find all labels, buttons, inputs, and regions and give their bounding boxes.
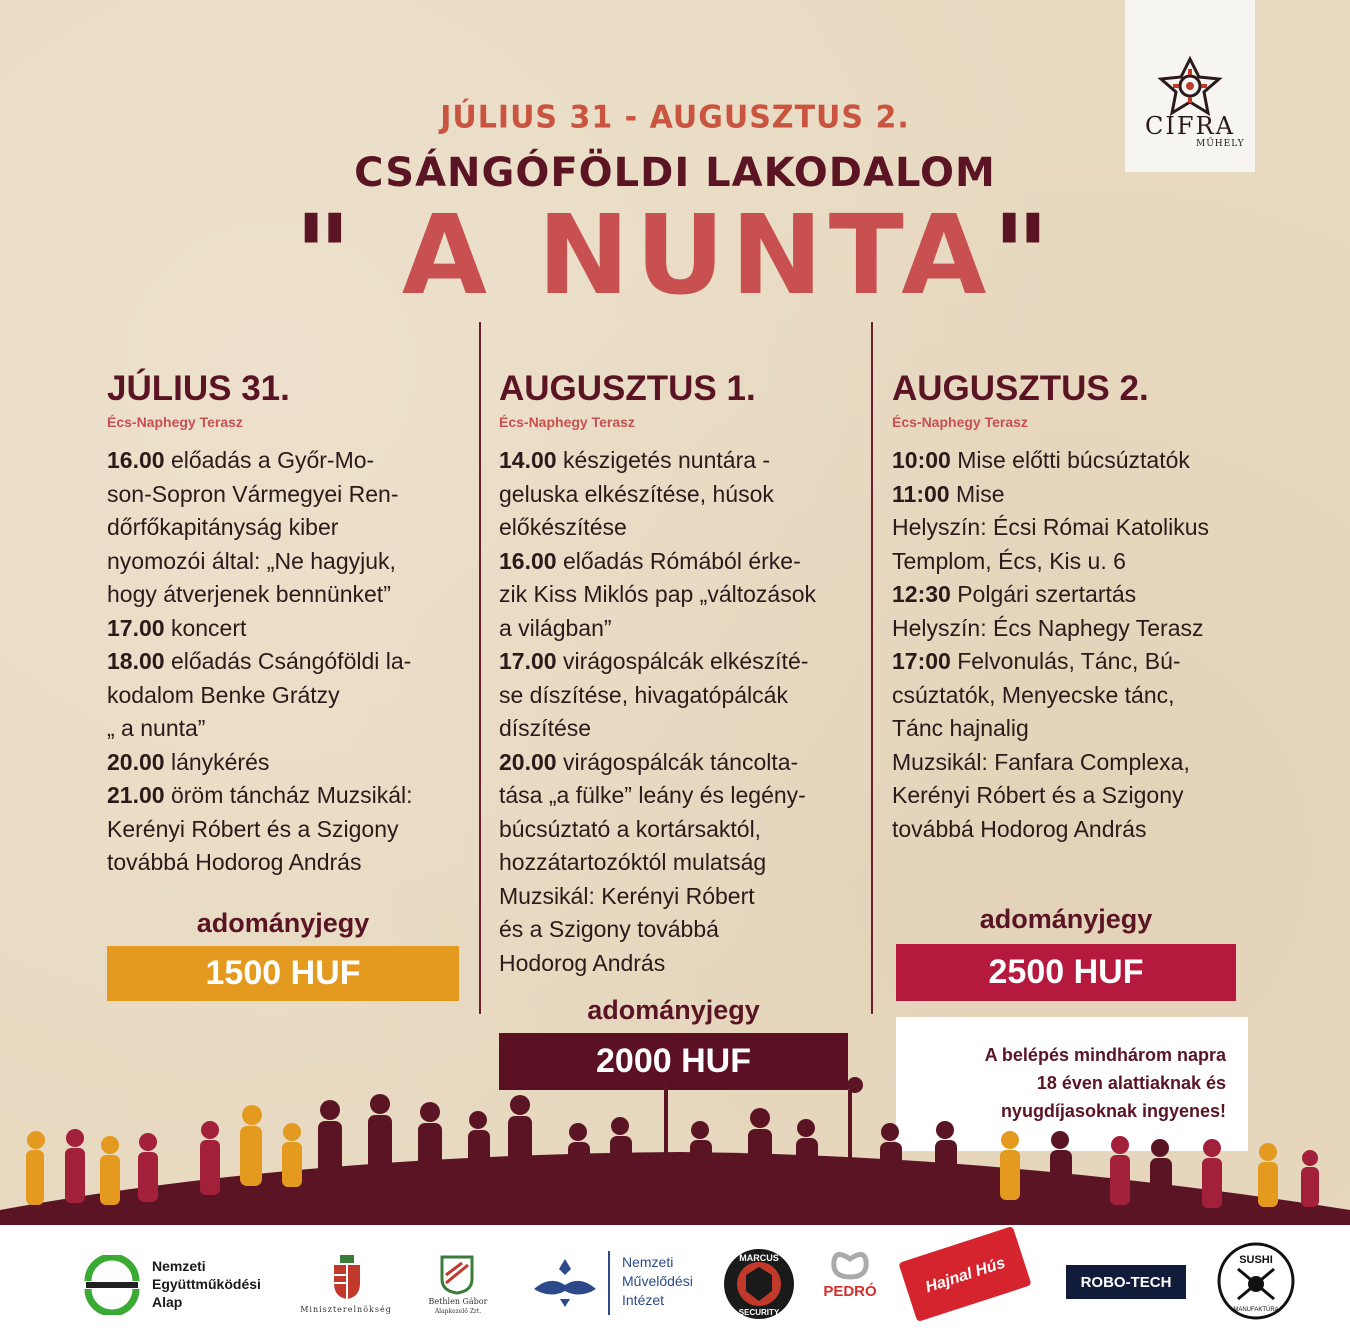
program-time: 12:30 — [892, 581, 951, 607]
program-line — [892, 511, 1209, 545]
program-time: 20.00 — [499, 748, 557, 775]
program-line — [892, 545, 1209, 579]
program-text: Tánc hajnalig — [892, 715, 1029, 741]
event-dates: JÚLIUS 31 - AUGUSZTUS 2. — [440, 99, 910, 136]
ticket-price-day2: 2000 HUF — [499, 1033, 848, 1090]
cifra-logo-sub: MŰHELY — [1196, 139, 1245, 149]
program-text: Mise előtti búcsúztatók — [950, 447, 1190, 473]
program-time: 20.00 — [107, 748, 165, 775]
program-line — [107, 444, 413, 478]
program-line — [499, 511, 816, 545]
title-quote-close: " — [992, 191, 1056, 319]
day-program — [892, 444, 1209, 846]
program-time: 17.00 — [499, 648, 557, 674]
program-text: előadás Rómából érke- — [556, 547, 801, 574]
program-line — [892, 578, 1209, 612]
ministry-logo-text: Miniszterelnökség — [300, 1305, 392, 1314]
program-text: koncert — [164, 614, 247, 641]
day-program — [107, 444, 413, 880]
day-column-2 — [499, 370, 816, 980]
program-line — [892, 779, 1209, 813]
program-line — [892, 712, 1209, 746]
program-line — [107, 679, 413, 713]
program-text: se díszítése, hivagatópálcák — [499, 681, 788, 708]
day-program — [499, 444, 816, 980]
nea-logo-text: Nemzeti Együttműködési Alap — [152, 1258, 261, 1310]
program-time: 10:00 — [892, 447, 951, 473]
program-text: son-Sopron Vármegyei Ren- — [107, 480, 399, 507]
program-text: Muzsikál: Kerényi Róbert — [499, 882, 755, 909]
program-text: Kerényi Róbert és a Szigony — [892, 782, 1184, 808]
marcus-bottom-text: SECURITY — [738, 1308, 780, 1317]
program-line — [892, 746, 1209, 780]
title-quote-open: " — [294, 191, 358, 319]
program-text: virágospálcák elkészíté- — [556, 648, 809, 674]
day-venue: Écs-Naphegy Terasz — [499, 414, 635, 430]
program-line — [499, 545, 816, 579]
program-text: díszítése — [499, 715, 592, 741]
robotech-logo: ROBO-TECH — [1066, 1265, 1186, 1299]
program-text: Helyszín: Écs Naphegy Terasz — [892, 614, 1204, 641]
program-line — [107, 478, 413, 512]
program-line — [499, 846, 816, 880]
nmi-ornament-icon — [530, 1255, 600, 1311]
program-text: lánykérés — [164, 748, 270, 775]
program-line — [107, 578, 413, 612]
program-line — [107, 779, 413, 813]
program-line — [499, 813, 816, 847]
program-line — [892, 679, 1209, 713]
program-line — [107, 813, 413, 847]
program-line — [499, 612, 816, 646]
program-text: Templom, Écs, Kis u. 6 — [892, 547, 1126, 574]
ticket-label-day2: adományjegy — [587, 995, 760, 1025]
program-line — [107, 712, 413, 746]
program-text: dőrfőkapitányság kiber — [107, 514, 339, 540]
hajnal-hus-text: Hajnal Hús — [923, 1254, 1008, 1297]
program-line — [499, 478, 816, 512]
program-line — [107, 545, 413, 579]
program-line — [499, 712, 816, 746]
program-text: a világban” — [499, 614, 612, 641]
marcus-security-logo — [722, 1247, 796, 1321]
program-text: hogy átverjenek bennünket” — [107, 581, 391, 607]
title-text: A NUNTA — [357, 191, 993, 319]
program-line — [499, 578, 816, 612]
bethlen-logo-text: Bethlen Gábor Alapkezelő Zrt. — [428, 1297, 488, 1315]
program-text: búcsúztató a kortársaktól, — [499, 815, 762, 842]
program-line — [499, 880, 816, 914]
program-text: kodalom Benke Grátzy — [107, 681, 340, 708]
day-title: JÚLIUS 31. — [107, 369, 290, 408]
program-text: Helyszín: Écsi Római Katolikus — [892, 514, 1209, 540]
program-time: 18.00 — [107, 648, 165, 674]
nmi-divider — [608, 1251, 610, 1315]
day-title: AUGUSZTUS 1. — [499, 369, 756, 408]
program-text: virágospálcák táncolta- — [556, 748, 799, 775]
program-line — [892, 645, 1209, 679]
program-text: Mise — [949, 480, 1005, 507]
program-time: 17.00 — [107, 614, 165, 641]
nea-logo-icon — [82, 1255, 142, 1315]
program-text: és a Szigony továbbá — [499, 916, 719, 942]
program-text: előkészítése — [499, 514, 627, 540]
column-divider-2 — [871, 322, 873, 1014]
program-line — [107, 511, 413, 545]
ticket-label-day3: adományjegy — [979, 904, 1153, 934]
bethlen-logo-icon — [440, 1255, 474, 1295]
program-line — [892, 612, 1209, 646]
program-text: Muzsikál: Fanfara Complexa, — [892, 748, 1190, 775]
program-text: készigetés nuntára - — [556, 447, 771, 473]
program-time: 17:00 — [892, 648, 951, 674]
program-text: öröm táncház Muzsikál: — [164, 782, 413, 808]
program-line — [892, 444, 1209, 478]
pretzel-icon — [828, 1247, 872, 1281]
ticket-price-day1: 1500 HUF — [107, 946, 459, 1001]
program-time: 16.00 — [107, 447, 165, 473]
program-line — [892, 813, 1209, 847]
program-text: geluska elkészítése, húsok — [499, 480, 774, 507]
program-time: 16.00 — [499, 547, 557, 574]
program-text: Kerényi Róbert és a Szigony — [107, 815, 399, 842]
day-venue: Écs-Naphegy Terasz — [107, 414, 243, 430]
coat-of-arms-icon — [330, 1253, 364, 1301]
event-subtitle: CSÁNGÓFÖLDI LAKODALOM — [354, 150, 996, 196]
program-time: 11:00 — [892, 480, 950, 507]
ticket-price-day3: 2500 HUF — [896, 944, 1236, 1001]
notice-line-2: 18 éven alattiaknak és — [1036, 1073, 1226, 1093]
program-line — [107, 846, 413, 880]
program-text: nyomozói által: „Ne hagyjuk, — [107, 547, 396, 574]
program-text: hozzátartozóktól mulatság — [499, 849, 767, 875]
day-title: AUGUSZTUS 2. — [892, 369, 1149, 408]
program-text: továbbá Hodorog András — [107, 849, 362, 875]
hajnal-hus-logo — [898, 1226, 1031, 1322]
program-text: csúztatók, Menyecske tánc, — [892, 681, 1175, 708]
day-column-3 — [892, 370, 1209, 846]
marcus-top-text: MARCUS — [739, 1253, 779, 1263]
program-line — [107, 645, 413, 679]
day-column-1 — [107, 370, 413, 880]
program-line — [499, 947, 816, 981]
program-text: „ a nunta” — [107, 715, 206, 741]
program-line — [107, 612, 413, 646]
program-time: 14.00 — [499, 447, 557, 473]
program-text: zik Kiss Miklós pap „változások — [499, 581, 816, 607]
pedro-logo-text: PEDRÓ — [823, 1283, 877, 1300]
program-line — [499, 913, 816, 947]
notice-line-1: A belépés mindhárom napra — [984, 1045, 1226, 1065]
program-time: 21.00 — [107, 782, 165, 808]
program-text: előadás a Győr-Mo- — [164, 447, 375, 473]
event-title — [0, 191, 1350, 319]
notice-line-3: nyugdíjasoknak ingyenes! — [1000, 1101, 1226, 1121]
wedding-procession-silhouette — [0, 1060, 1350, 1230]
program-line — [499, 444, 816, 478]
nmi-logo-text: Nemzeti Művelődési Intézet — [622, 1254, 693, 1308]
cifra-logo-name: CIFRA — [1145, 112, 1235, 140]
sushi-bottom-text: MANUFAKTÚRA — [1233, 1307, 1279, 1313]
program-line — [499, 645, 816, 679]
sushi-top-text: SUSHI — [1239, 1254, 1273, 1266]
column-divider-1 — [479, 322, 481, 1014]
program-text: Hodorog András — [499, 949, 666, 976]
program-line — [499, 679, 816, 713]
program-text: továbbá Hodorog András — [892, 815, 1147, 842]
program-line — [892, 478, 1209, 512]
program-text: Felvonulás, Tánc, Bú- — [950, 648, 1181, 674]
day-venue: Écs-Naphegy Terasz — [892, 414, 1028, 430]
ticket-label-day1: adományjegy — [196, 908, 370, 938]
sponsor-footer — [0, 1225, 1350, 1343]
sushi-manufaktura-logo — [1216, 1241, 1296, 1321]
program-text: Polgári szertartás — [950, 581, 1137, 607]
program-text: tása „a fülke” leány és legény- — [499, 782, 806, 808]
program-line — [499, 746, 816, 780]
program-line — [499, 779, 816, 813]
program-line — [107, 746, 413, 780]
program-text: előadás Csángóföldi la- — [164, 648, 412, 674]
